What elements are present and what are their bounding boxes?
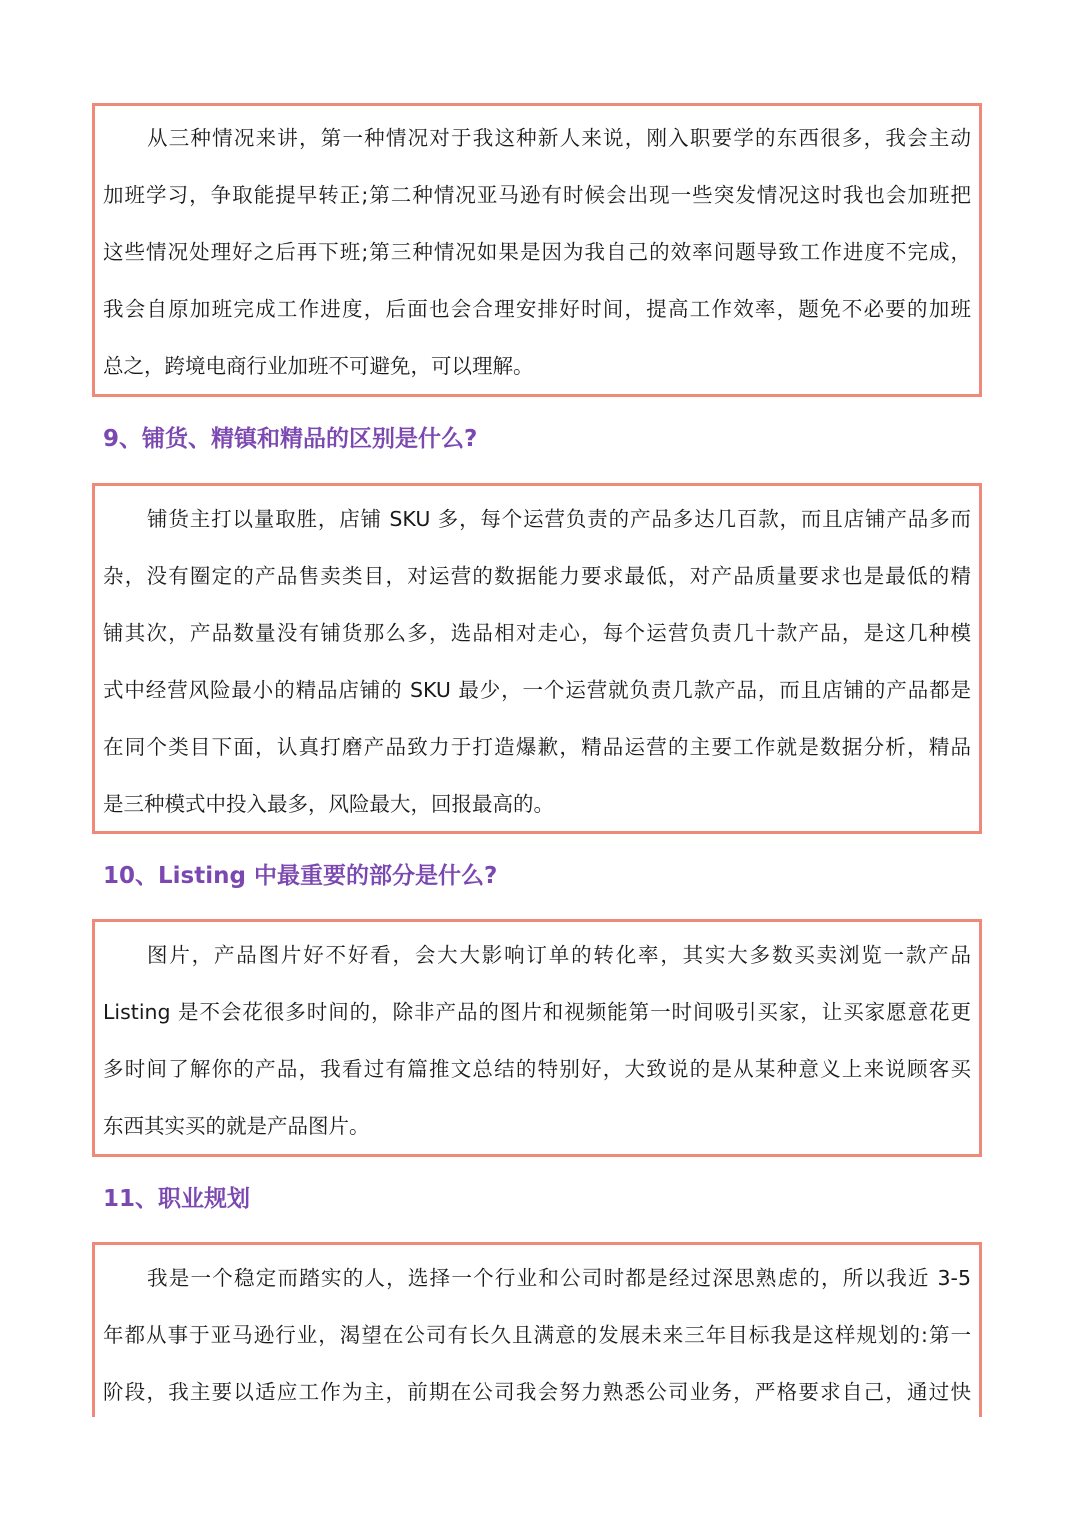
paragraph-line: Listing 是不会花很多时间的，除非产品的图片和视频能第一时间吸引买家，让买家愿意花更: [103, 1000, 971, 1024]
question-heading-9: 9、铺货、精镇和精品的区别是什么?: [103, 426, 478, 452]
paragraph-line: 东西其实买的就是产品图片。: [103, 1114, 370, 1138]
paragraph-line: 我是一个稳定而踏实的人，选择一个行业和公司时都是经过深思熟虑的，所以我近 3-5: [147, 1266, 971, 1290]
paragraph-line: 我会自原加班完成工作进度，后面也会合理安排好时间，提高工作效率，题免不必要的加班: [103, 297, 971, 321]
paragraph-line: 多时间了解你的产品，我看过有篇推文总结的特别好，大致说的是从某种意义上来说顾客买: [103, 1057, 971, 1081]
paragraph-line: 这些情况处理好之后再下班;第三种情况如果是因为我自己的效率问题导致工作进度不完成，: [103, 240, 971, 264]
paragraph-line: 式中经营风险最小的精品店铺的 SKU 最少，一个运营就负责几款产品，而且店铺的产品都是: [103, 678, 971, 702]
question-heading-11: 11、职业规划: [103, 1186, 251, 1212]
paragraph-line: 从三种情况来讲，第一种情况对于我这种新人来说，刚入职要学的东西很多，我会主动: [147, 126, 971, 150]
paragraph-line: 杂，没有圈定的产品售卖类目，对运营的数据能力要求最低，对产品质量要求也是最低的精: [103, 564, 971, 588]
paragraph-line: 在同个类目下面，认真打磨产品致力于打造爆歉，精品运营的主要工作就是数据分析，精品: [103, 735, 971, 759]
question-heading-10: 10、Listing 中最重要的部分是什么?: [103, 863, 498, 889]
answer-box-listing: [92, 919, 982, 1157]
paragraph-line: 图片，产品图片好不好看，会大大影响订单的转化率，其实大多数买卖浏览一款产品: [147, 943, 971, 967]
paragraph-line: 阶段，我主要以适应工作为主，前期在公司我会努力熟悉公司业务，严格要求自己，通过快: [103, 1380, 971, 1404]
answer-box-career-plan: [92, 1242, 982, 1417]
paragraph-line: 铺其次，产品数量没有铺货那么多，选品相对走心，每个运营负责几十款产品，是这几种模: [103, 621, 971, 645]
paragraph-line: 铺货主打以量取胜，店铺 SKU 多，每个运营负责的产品多达几百款，而且店铺产品多而: [147, 507, 971, 531]
answer-box-store-models: [92, 483, 982, 834]
answer-box-overtime: [92, 103, 982, 397]
paragraph-line: 总之，跨境电商行业加班不可避免，可以理解。: [103, 354, 534, 378]
paragraph-line: 是三种模式中投入最多，风险最大，回报最高的。: [103, 792, 554, 816]
paragraph-line: 加班学习，争取能提早转正;第二种情况亚马逊有时候会出现一些突发情况这时我也会加班把: [103, 183, 971, 207]
paragraph-line: 年都从事于亚马逊行业，渴望在公司有长久且满意的发展未来三年目标我是这样规划的:第一: [103, 1323, 971, 1347]
